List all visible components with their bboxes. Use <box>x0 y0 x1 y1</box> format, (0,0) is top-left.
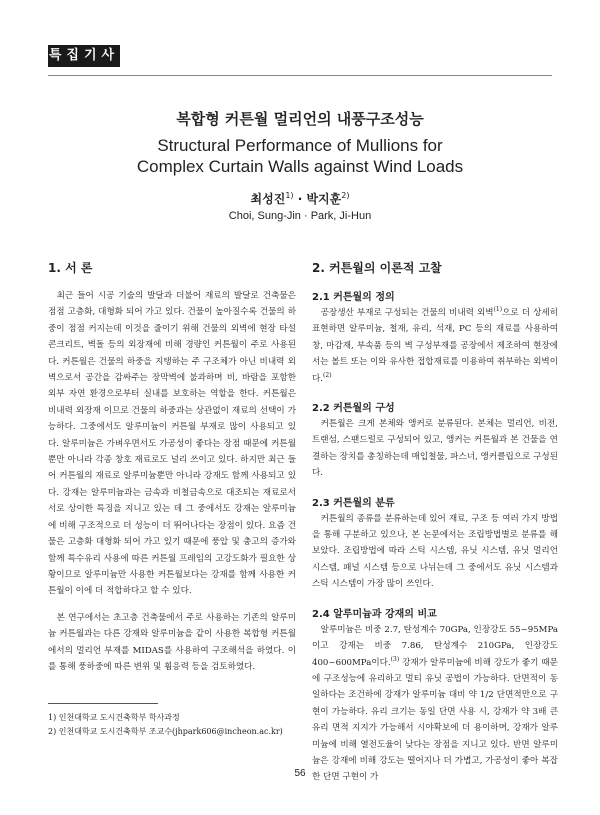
subsection-2-2-text: 커튼월은 크게 본체와 앵커로 분류된다. 본체는 멀리언, 비전, 트랜섬, 스팬드럴로 구성되어 있고, 앵커는 커튼월과 본 건물을 연결하는 장치를 총칭하는데 매입철물, 파스너, 앵커클립으로 구성된다. <box>312 419 558 479</box>
s21-text-b: 으로 더 상세히 표현하면 알루미늄, 철재, 유리, 석재, PC 등의 재료를 사용하여 창, 마감재, 부속품 등의 벽 구성부재를 공장에서 제조하여 현장에서는 볼트 또는 이와 유사한 접합재료를 이용하여 취부하는 외벽이다. <box>312 308 559 384</box>
section2-heading: 2. 커튼월의 이론적 고찰 <box>312 261 442 275</box>
title-english-line1: Structural Performance of Mullions for <box>157 136 443 155</box>
intro-paragraph-2: 본 연구에서는 초고층 건축물에서 주로 사용하는 기존의 알루미늄 커튼월과는 다른 강재와 알루미늄을 같이 사용한 복합형 커튼월에서의 멀리언 부재를 MIDAS를 사용하여 구조해석을 하였다. 이를 통해 풍하중에 따른 변위 및 휨응력 등을 검토하였다. <box>48 612 296 672</box>
subsection-2-1-text <box>312 305 558 387</box>
subsection-2-4-heading: 2.4 알루미늄과 강재의 비교 <box>312 608 437 620</box>
subsection-2-3-heading: 2.3 커튼월의 분류 <box>312 497 395 509</box>
author1-superscript: 1) <box>285 191 294 200</box>
title-english <box>0 135 600 177</box>
s21-text-a: 공장생산 부재로 구성되는 건물의 비내력 외벽 <box>320 308 494 318</box>
subsection-2-3-text: 커튼월의 종류를 분류하는데 있어 재료, 구조 등 여러 가지 방법을 통해 구분하고 있으나, 본 논문에서는 조립방법별로 분류를 해보았다. 조립방법에 따라 스틱 시스템, 유닛 시스템, 유닛 멀리언 시스템, 패널 시스템 등으로 나뉘는데 그 중에서도 유닛 시스템과 스틱 시스템이 가장 많이 쓰인다. <box>312 513 558 590</box>
subsection-2-1-heading: 2.1 커튼월의 정의 <box>312 292 395 303</box>
footnote-divider <box>48 703 158 704</box>
title-korean: 복합형 커튼월 멀리언의 내풍구조성능 <box>176 110 424 128</box>
authors-korean <box>0 190 600 207</box>
author2-superscript: 2) <box>341 191 350 200</box>
s21-citation-2: (2) <box>323 371 332 379</box>
footnote-1: 1) 인천대학교 도시건축학부 학사과정 <box>48 713 180 722</box>
s24-citation: (3) <box>390 655 400 663</box>
author1-name: 최성진 <box>250 192 286 206</box>
s24-text-b: 강재가 알루미늄에 비해 강도가 좋기 때문에 구조성능에 유리하고 멀티 유닛 공법이 가능하다. 단면적이 동일하다는 조건하에 강재가 알루미늄 대비 약 1/2 단면적만으로 구현이 가능하다. 유리 크기는 동일 단면 사용 시, 강재가 약 3배 큰 유리 면적 지지가 가능해서 시야확보에 더 용이하며, 강재가 알루미늄에 비해 열전도율이 낮다는 장점을 지니고 있다. 반면 알루미늄은 강재에 비해 강도는 떨어지나 더 가볍고, 가공성이 좋아 복잡한 단면 구현이 가 <box>312 657 558 783</box>
header-divider <box>48 75 552 76</box>
section-tag: 특집기사 <box>48 45 120 67</box>
subsection-2-2-heading: 2.2 커튼월의 구성 <box>312 403 395 415</box>
author-separator: · <box>293 192 307 206</box>
section1-heading: 1. 서 론 <box>48 261 93 275</box>
s21-citation: (1) <box>493 306 503 314</box>
author2-name: 박지훈 <box>306 192 342 206</box>
right-column <box>312 259 558 798</box>
title-english-line2: Complex Curtain Walls against Wind Loads <box>136 157 464 176</box>
footnote-2: 2) 인천대학교 도시건축학부 조교수(jhpark606@incheon.ac.kr) <box>48 727 283 736</box>
footnotes <box>48 711 308 739</box>
page-number: 56 <box>294 768 306 779</box>
authors-english: Choi, Sung-Jin · Park, Ji-Hun <box>228 210 372 222</box>
s24-text-a: 알루미늄은 비중 2.7, 탄성계수 70GPa, 인장강도 55~95MPa이고 강재는 비중 7.86, 탄성계수 210GPa, 인장강도 400~600MPa이다. <box>312 624 558 668</box>
subsection-2-4-text <box>312 622 558 786</box>
intro-paragraph-1: 최근 들어 시공 기술의 발달과 더불어 재료의 발달로 건축물은 점점 고층화, 대형화 되어 가고 있다. 건물이 높아질수록 건물의 하중이 점점 커지는데 이것을 줄이기 위해 건물의 외벽에 현장 타설 콘크리트, 벽돌 등의 외장재에 비해 경량인 커튼월이 주로 사용된다. 커튼월은 건물의 하중을 지탱하는 주 구조체가 아닌 비내력 외벽으로서 공간을 감싸주는 장막벽에 불과하며 비, 바람을 포함한 외부 자연 환경으로부터 실내를 보호하는 역할을 한다. 커튼월은 비내력 외장재 이므로 건물의 하중과는 상관없이 재료의 선택이 가능하다. 그중에서도 알루미늄이 커튼월 부재로 많이 사용되고 있다. 알루미늄은 가벼우면서도 가공성이 좋다는 장점 때문에 커튼월뿐만 아니라 각종 창호 재료로도 널리 쓰이고 있다. 하지만 최근 들어 커튼월의 재료로 알루미늄뿐만 아니라 강재도 함께 사용되고 있다. 강재는 알루미늄과는 금속과 비철금속으로 대조되는 재료로서 서로 상이한 특징을 지니고 있는 데 그 중에서도 강재는 알루미늄에 비해 구조적으로 더 성능이 더 뛰어나다는 장점이 있다. 요즘 건물은 고층화 대형화 되어 가고 있기 때문에 풍압 및 충고의 증가와 함께 특수유리 사용에 따른 커튼월 프레임의 고강도화가 필요한 상황이므로 알루미늄만 사용한 커튼월보다는 강재를 함께 사용한 커튼월이 이에 더 적합하다고 할 수 있다. <box>48 291 296 597</box>
left-column <box>48 259 296 685</box>
